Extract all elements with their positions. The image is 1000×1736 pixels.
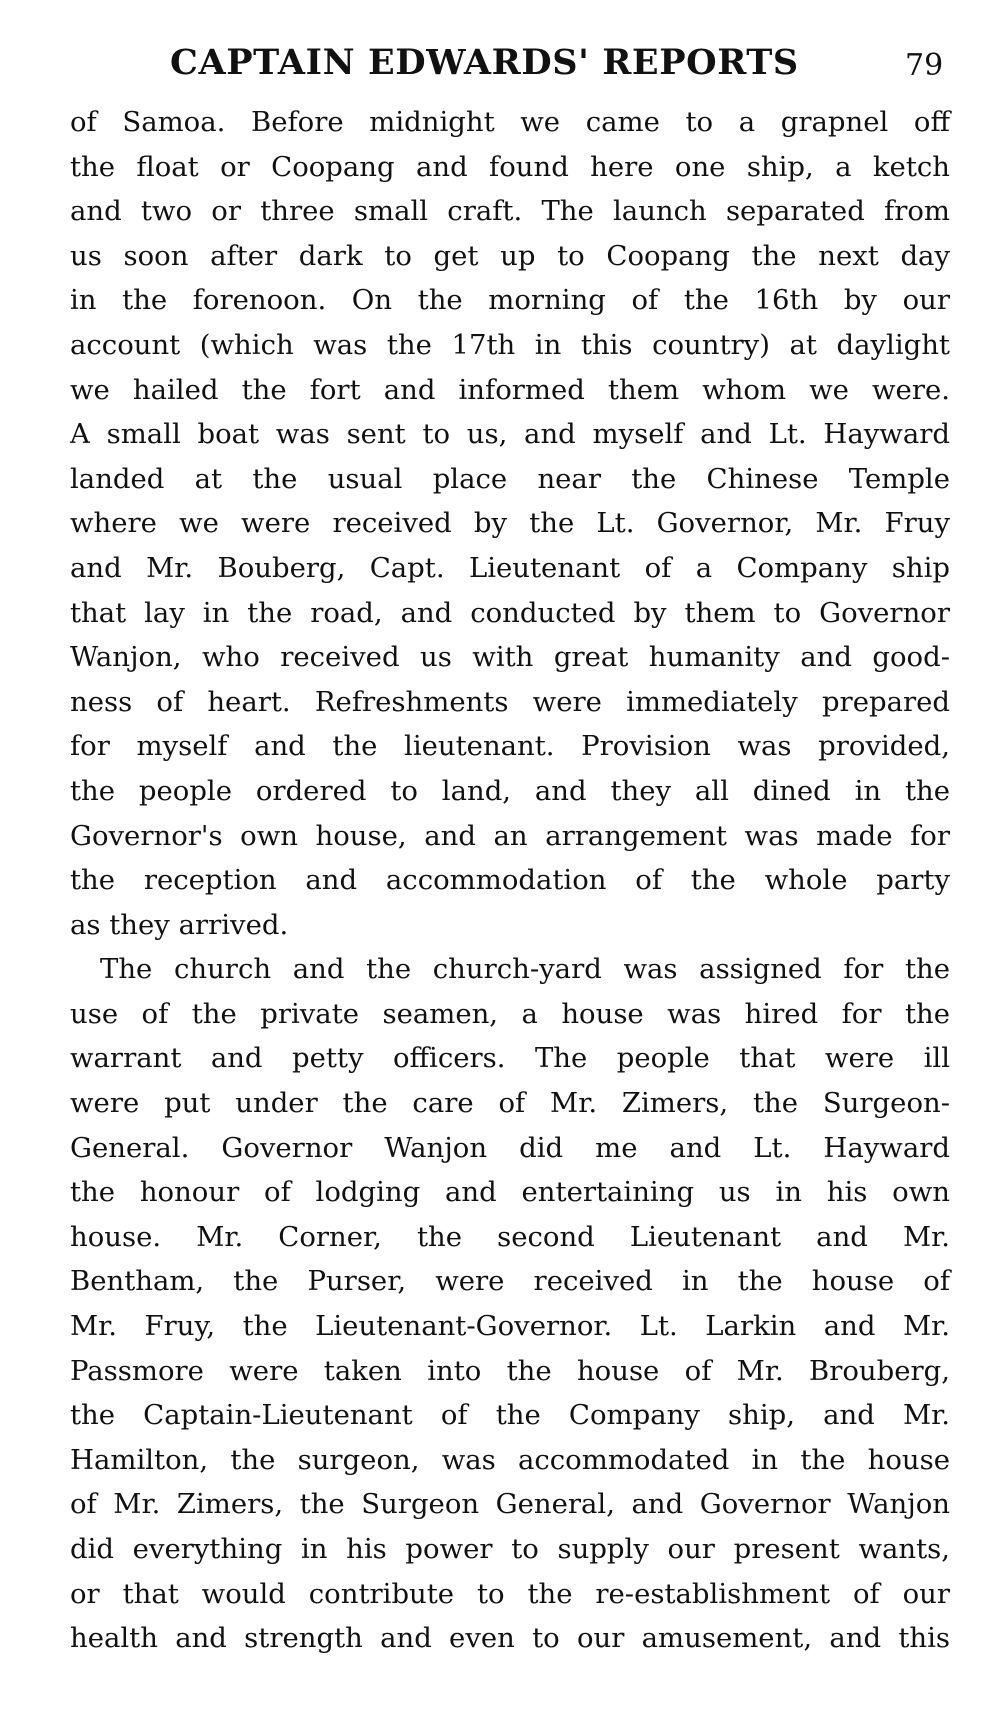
text-line: warrant and petty officers. The people that were ill (70, 1042, 950, 1075)
text-line: were put under the care of Mr. Zimers, the Surgeon- (70, 1087, 950, 1120)
text-line: Bentham, the Purser, were received in the house of (70, 1265, 950, 1298)
text-line: health and strength and even to our amusement, and this (70, 1622, 950, 1655)
text-line: did everything in his power to supply our present wants, (70, 1533, 950, 1565)
text-line: where we were received by the Lt. Governor, Mr. Fruy (70, 507, 950, 540)
text-line: and two or three small craft. The launch separated from (70, 195, 950, 228)
text-line: General. Governor Wanjon did me and Lt. Hayward (70, 1131, 950, 1164)
text-line: that lay in the road, and conducted by them to Governor (70, 596, 950, 629)
text-line: and Mr. Bouberg, Capt. Lieutenant of a Company ship (70, 551, 950, 584)
text-line: ness of heart. Refreshments were immediately prepared (70, 685, 950, 718)
body-text (70, 100, 950, 1661)
text-line: Hamilton, the surgeon, was accommodated in the house (70, 1443, 950, 1476)
text-line: use of the private seamen, a house was hired for the (70, 997, 950, 1030)
page-number: 79 (905, 48, 944, 83)
text-line: as they arrived. (70, 908, 289, 941)
running-head-title: CAPTAIN EDWARDS' REPORTS (170, 42, 799, 83)
text-line: the honour of lodging and entertaining us in his own (70, 1176, 950, 1209)
text-line: Mr. Fruy, the Lieutenant-Governor. Lt. Larkin and Mr. (70, 1310, 950, 1343)
running-head (0, 38, 1000, 88)
text-line: Passmore were taken into the house of Mr. Brouberg, (70, 1354, 950, 1387)
text-line: Governor's own house, and an arrangement was made for (70, 819, 950, 852)
text-line: the people ordered to land, and they all dined in the (70, 774, 950, 807)
text-line: for myself and the lieutenant. Provision was provided, (70, 730, 950, 763)
text-line: the float or Coopang and found here one ship, a ketch (70, 150, 950, 183)
text-line: account (which was the 17th in this country) at daylight (70, 328, 950, 361)
text-line: A small boat was sent to us, and myself and Lt. Hayward (70, 418, 950, 451)
text-line: the reception and accommodation of the whole party (70, 864, 950, 897)
text-line: or that would contribute to the re-establishment of our (70, 1577, 950, 1610)
text-line: The church and the church-yard was assigned for the (100, 953, 950, 986)
text-line: us soon after dark to get up to Coopang the next day (70, 239, 950, 272)
text-line: the Captain-Lieutenant of the Company ship, and Mr. (70, 1399, 950, 1432)
text-line: we hailed the fort and informed them whom we were. (70, 373, 950, 406)
text-line: landed at the usual place near the Chinese Temple (70, 462, 950, 495)
text-line: in the forenoon. On the morning of the 16th by our (70, 284, 950, 317)
text-line: Wanjon, who received us with great humanity and good- (70, 641, 950, 674)
text-line: of Mr. Zimers, the Surgeon General, and Governor Wanjon (70, 1488, 950, 1521)
text-line: house. Mr. Corner, the second Lieutenant and Mr. (70, 1220, 950, 1253)
text-line: of Samoa. Before midnight we came to a grapnel off (70, 106, 950, 138)
